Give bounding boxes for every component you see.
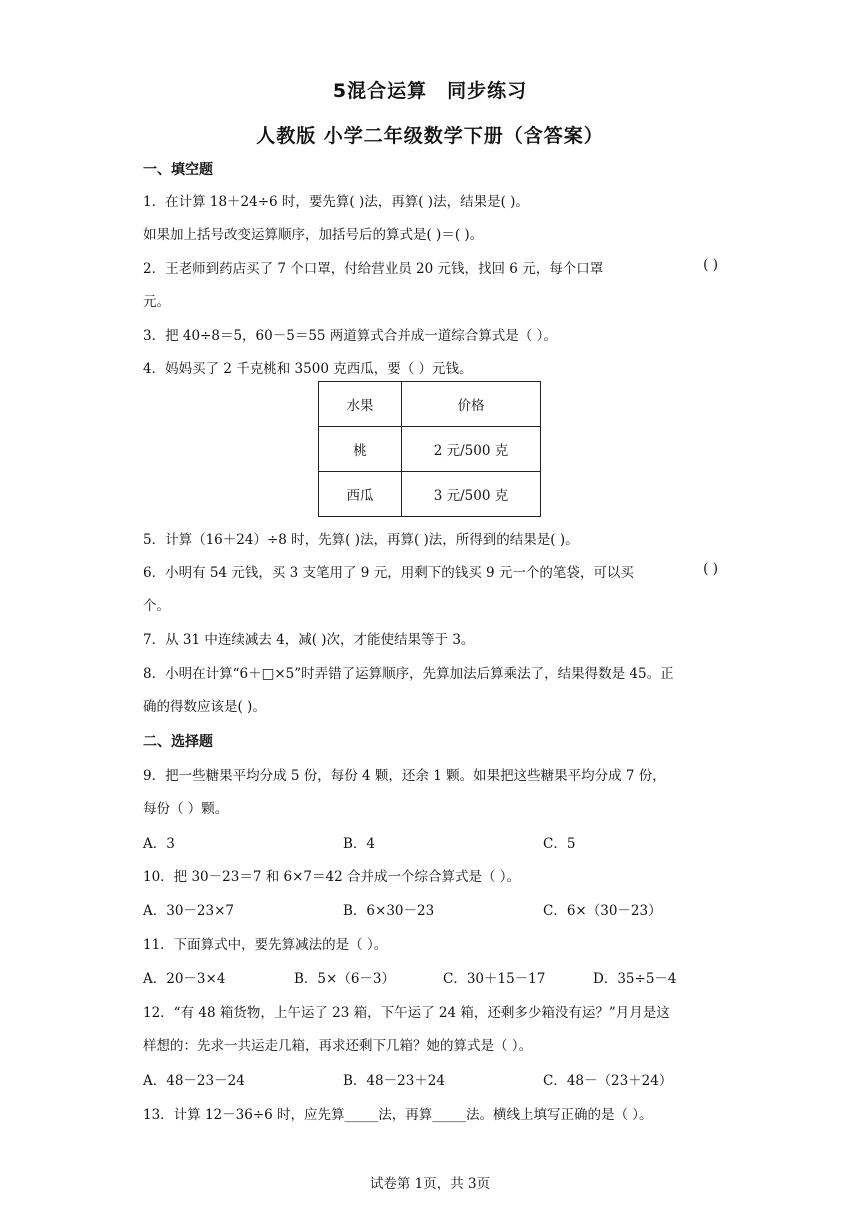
q9-option-c: C．5 (543, 836, 576, 852)
table-cell: 3 元/500 克 (402, 472, 541, 517)
question-2-text: 2．王老师到药店买了 7 个口罩，付给营业员 20 元钱，找回 6 元，每个口罩 (143, 261, 604, 277)
price-table (318, 381, 541, 517)
table-header-fruit: 水果 (319, 382, 402, 427)
question-6-line-2: 个。 (143, 598, 170, 614)
table-cell: 西瓜 (319, 472, 402, 517)
q12-option-a: A．48－23－24 (143, 1073, 245, 1089)
q11-option-d: D．35÷5－4 (593, 971, 677, 987)
question-6-blank: ( ) (703, 561, 718, 577)
table-row (319, 472, 541, 517)
table-cell: 2 元/500 克 (402, 427, 541, 472)
page-subtitle: 人教版 小学二年级数学下册（含答案） (256, 125, 604, 147)
q10-option-a: A．30－23×7 (143, 903, 235, 919)
question-12-line-1: 12．“有 48 箱货物，上午运了 23 箱，下午运了 24 箱，还剩多少箱没有运？”月月是这 (143, 1005, 670, 1021)
question-7: 7．从 31 中连续减去 4，减( )次，才能使结果等于 3。 (143, 632, 475, 648)
question-3: 3．把 40÷8＝5，60－5＝55 两道算式合并成一道综合算式是（ ）。 (143, 328, 557, 344)
table-row (319, 427, 541, 472)
q9-option-a: A．3 (143, 836, 175, 852)
question-5: 5．计算（16＋24）÷8 时，先算( )法，再算( )法，所得到的结果是( )。 (143, 532, 579, 548)
q12-option-c: C．48－（23＋24） (543, 1073, 673, 1089)
q10-option-b: B．6×30－23 (343, 903, 435, 919)
table-header-row (319, 382, 541, 427)
question-2-line-2: 元。 (143, 294, 170, 310)
question-6-line-1 (143, 561, 718, 581)
question-9-line-2: 每份（ ）颗。 (143, 801, 229, 817)
question-6-text: 6．小明有 54 元钱，买 3 支笔用了 9 元，用剩下的钱买 9 元一个的笔袋，可以买 (143, 565, 634, 581)
question-4: 4．妈妈买了 2 千克桃和 3500 克西瓜，要（ ）元钱。 (143, 361, 473, 377)
page-title: 5混合运算 同步练习 (332, 80, 528, 102)
question-10: 10．把 30－23＝7 和 6×7＝42 合并成一个综合算式是（ ）。 (143, 869, 520, 885)
table-cell: 桃 (319, 427, 402, 472)
question-2-blank: ( ) (703, 257, 718, 273)
section-choice-heading: 二、选择题 (143, 734, 213, 750)
q10-option-c: C．6×（30－23） (543, 903, 662, 919)
question-2-line-1 (143, 257, 718, 277)
question-1-line-2: 如果加上括号改变运算顺序，加括号后的算式是( )＝( )。 (143, 227, 484, 243)
question-8-line-1: 8．小明在计算“6＋□×5”时弄错了运算顺序，先算加法后算乘法了，结果得数是 45。正 (143, 666, 674, 682)
question-11: 11．下面算式中，要先算减法的是（ ）。 (143, 937, 388, 953)
q12-option-b: B．48－23＋24 (343, 1073, 445, 1089)
section-fill-in-heading: 一、填空题 (143, 162, 213, 178)
table-header-price: 价格 (402, 382, 541, 427)
q9-option-b: B．4 (343, 836, 376, 852)
q11-option-a: A．20－3×4 (143, 971, 226, 987)
question-13: 13．计算 12－36÷6 时，应先算_____法，再算_____法。横线上填写正确的是（ ）。 (143, 1107, 653, 1123)
question-9-line-1: 9．把一些糖果平均分成 5 份，每份 4 颗，还余 1 颗。如果把这些糖果平均分成 7 份， (143, 768, 666, 784)
page-footer: 试卷第 1页，共 3页 (369, 1176, 491, 1192)
question-8-line-2: 确的得数应该是( )。 (143, 699, 266, 715)
question-1-line-1: 1．在计算 18＋24÷6 时，要先算( )法，再算( )法，结果是( )。 (143, 194, 529, 210)
q11-option-b: B．5×（6－3） (294, 971, 395, 987)
q11-option-c: C．30＋15－17 (443, 971, 546, 987)
question-12-line-2: 样想的：先求一共运走几箱，再求还剩下几箱？她的算式是（ ）。 (143, 1038, 533, 1054)
